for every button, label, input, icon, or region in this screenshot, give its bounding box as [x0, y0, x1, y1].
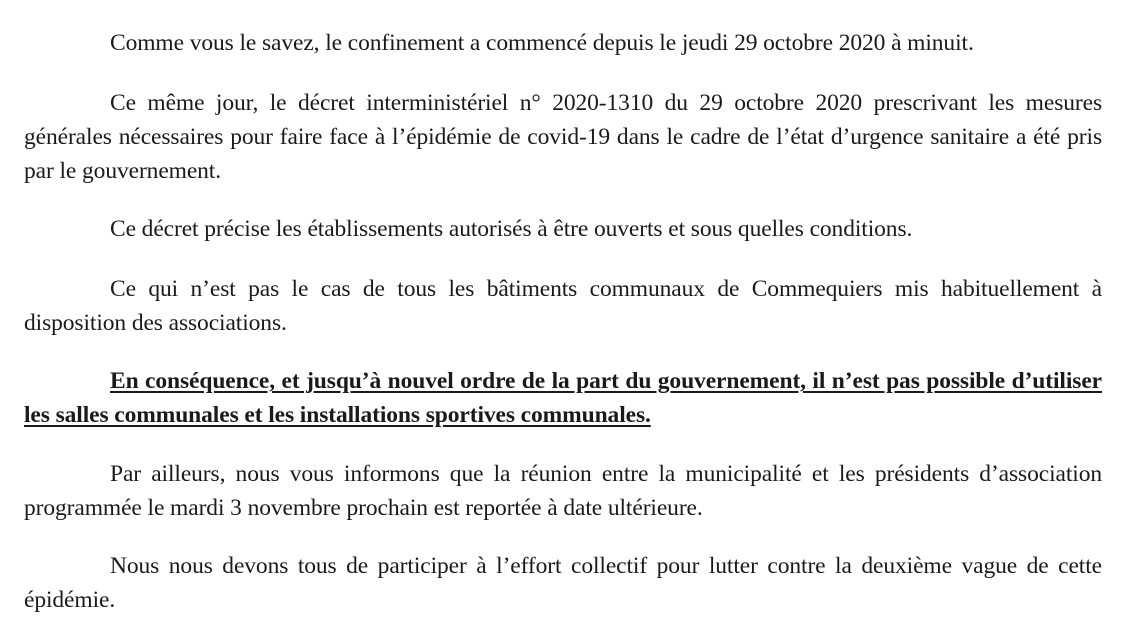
- paragraph-decree: Ce même jour, le décret interministériel n° 2020-1310 du 29 octobre 2020 prescrivant les mesures générales nécessaires pour faire face à l’épidémie de covid-19 dans le cadre de l’état d’urgence sanitaire a été pris par le gouvernement.: [24, 90, 1102, 184]
- paragraph-authorized-establishments: Ce décret précise les établissements autorisés à être ouverts et sous quelles conditions.: [110, 216, 913, 242]
- paragraph-closure-notice: En conséquence, et jusqu’à nouvel ordre de la part du gouvernement, il n’est pas possible d’utiliser les salles communales et les installations sportives communales.: [24, 368, 1102, 428]
- paragraph-communal-buildings: Ce qui n’est pas le cas de tous les bâtiments communaux de Commequiers mis habituellement à disposition des associations.: [24, 276, 1102, 336]
- paragraph-meeting-postponed: Par ailleurs, nous vous informons que la réunion entre la municipalité et les présidents d’association programmée le mardi 3 novembre prochain est reportée à date ultérieure.: [24, 461, 1102, 521]
- paragraph-confinement-start: Comme vous le savez, le confinement a commencé depuis le jeudi 29 octobre 2020 à minuit.: [110, 30, 974, 56]
- paragraph-collective-effort: Nous nous devons tous de participer à l’effort collectif pour lutter contre la deuxième vague de cette épidémie.: [24, 553, 1102, 613]
